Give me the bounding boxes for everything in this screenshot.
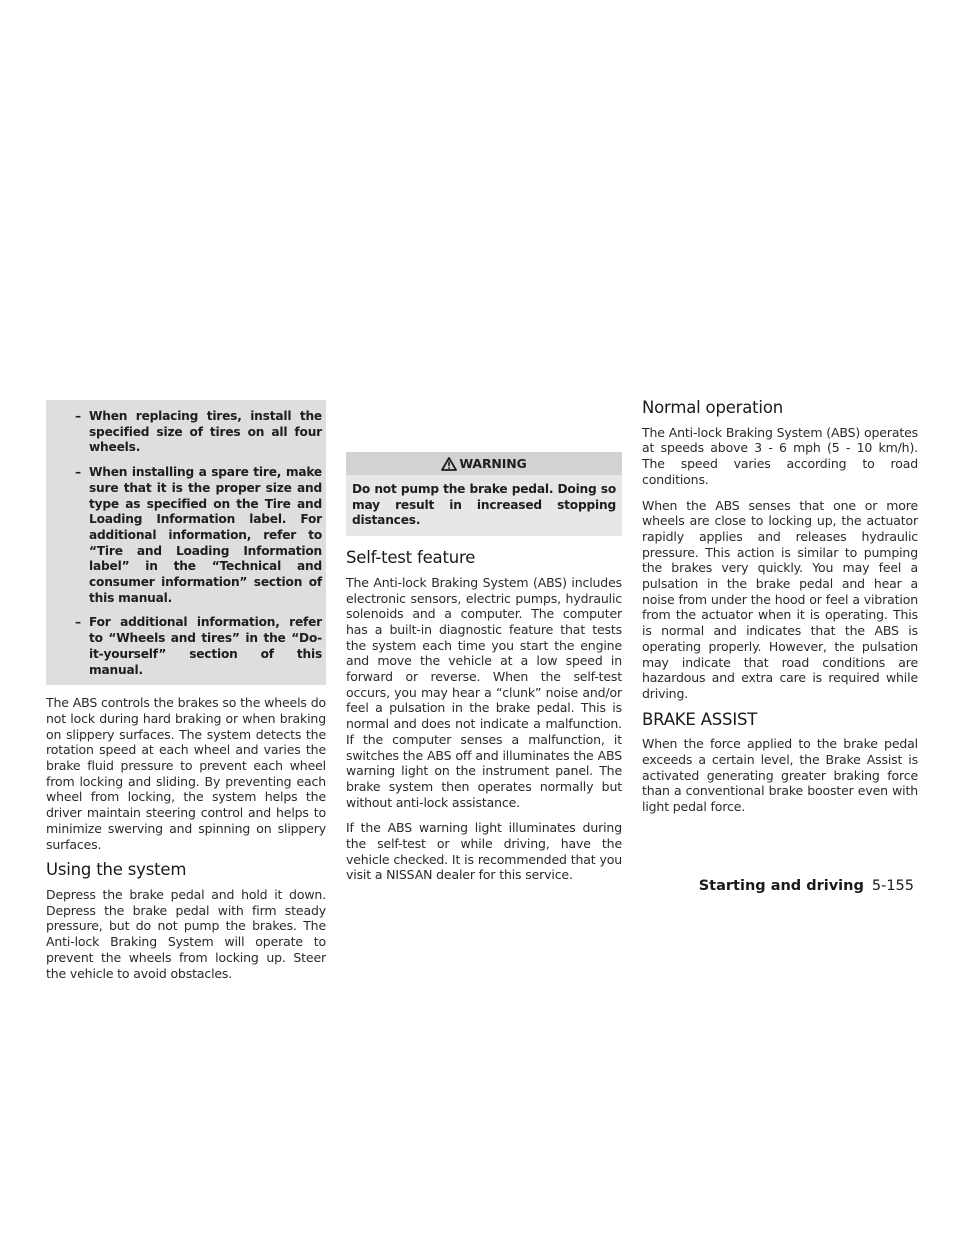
- chapter-title: Starting and driving: [698, 878, 864, 894]
- abs-description: The ABS controls the brakes so the wheels do not lock during hard braking or when braking on slippery surfaces. The system detects the rotation speed at each wheel and varies the brake fluid pressure to prevent each wheel from locking and sliding. By preventing each wheel from locking, the system helps the driver maintain steering control and helps to minimize swerving and spinning on slippery surfaces.: [46, 695, 326, 852]
- dash-bullet: –: [75, 615, 81, 630]
- warning-box: [346, 452, 622, 536]
- column-right: [642, 400, 918, 825]
- tire-note-item: [54, 409, 322, 456]
- warning-label: WARNING: [459, 455, 527, 471]
- tire-notes-box: [46, 400, 326, 685]
- section-title-normal-operation: Normal operation: [642, 398, 783, 417]
- tire-note-item: [54, 465, 322, 606]
- self-test-paragraph: If the ABS warning light illuminates during the self-test or while driving, have the vehicle checked. It is recommended that you visit a NISSAN dealer for this service.: [346, 820, 622, 883]
- normal-operation-paragraph: When the ABS senses that one or more wheels are close to locking up, the actuator rapidly applies and releases hydraulic pressure. This action is similar to pumping the brakes very quickly. You may feel a pulsation in the brake pedal and hear a noise from under the hood or feel a vibration from the actuator when it is operating. This is normal and indicates that the ABS is operating properly. However, the pulsation may indicate that road conditions are hazardous and extra care is required while driving.: [642, 497, 918, 701]
- section-title-brake-assist: BRAKE ASSIST: [642, 709, 758, 729]
- section-title-using-the-system: Using the system: [46, 860, 187, 880]
- using-the-system-text: Depress the brake pedal and hold it down. Depress the brake pedal with firm steady pressure, but do not pump the brakes. The Anti-lock Braking System will operate to prevent the wheels from locking up. Steer the vehicle to avoid obstacles.: [46, 886, 326, 981]
- tire-note-item: [54, 615, 322, 678]
- brake-assist-text: When the force applied to the brake pedal exceeds a certain level, the Brake Assist is activated generating greater braking force than a conventional brake booster even with light pedal force.: [642, 736, 918, 815]
- section-title-self-test: Self-test feature: [346, 548, 476, 568]
- warning-text: Do not pump the brake pedal. Doing so may result in increased stopping distances.: [346, 475, 622, 536]
- tire-note-text: When installing a spare tire, make sure that it is the proper size and type as specified on the Tire and Loading Information label. For additional information, refer to “Tire and Loading Information label” in the “Technical and consumer information” section of this manual.: [89, 465, 322, 605]
- warning-triangle-icon: [441, 457, 457, 471]
- column-left: [46, 400, 326, 991]
- self-test-paragraph: The Anti-lock Braking System (ABS) includes electronic sensors, electric pumps, hydraulic solenoids and a computer. The computer has a built-in diagnostic feature that tests the system each time you start the engine and move the vehicle at a low speed in forward or reverse. When the self-test occurs, you may hear a “clunk” noise and/or feel a pulsation in the brake pedal. This is normal and does not indicate a malfunction. If the computer senses a malfunction, it switches the ABS off and illuminates the ABS warning light on the instrument panel. The brake system then operates normally but without anti-lock assistance.: [346, 574, 622, 810]
- dash-bullet: –: [75, 465, 81, 480]
- page-footer: [699, 878, 914, 894]
- column-middle: [346, 400, 622, 893]
- tire-note-text: For additional information, refer to “Wheels and tires” in the “Do-it-yourself” section of this manual.: [89, 615, 322, 677]
- tire-note-text: When replacing tires, install the specified size of tires on all four wheels.: [89, 409, 322, 455]
- page-number: 5-155: [871, 878, 914, 894]
- normal-operation-paragraph: The Anti-lock Braking System (ABS) operates at speeds above 3 - 6 mph (5 - 10 km/h). The speed varies according to road conditions.: [642, 424, 918, 487]
- warning-header: [346, 452, 622, 475]
- dash-bullet: –: [75, 409, 81, 423]
